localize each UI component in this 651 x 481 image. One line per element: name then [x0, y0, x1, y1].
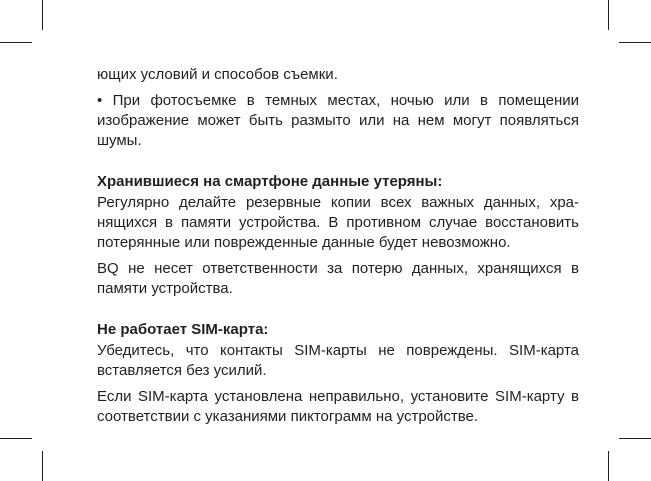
- crop-mark-top-left-vertical: [42, 0, 43, 30]
- crop-mark-top-left-horizontal: [0, 42, 32, 43]
- paragraph-sim-contacts: Убедитесь, что контакты SIM-карты не повреждены. SIM-карта вставляется без усилий.: [97, 342, 579, 379]
- heading-sim-not-working: Не работает SIM-карта:: [97, 321, 269, 338]
- paragraph-continuation: ющих условий и способов съемки.: [97, 66, 338, 83]
- paragraph-sim-insertion: Если SIM-карта установлена неправильно, установите SIM-карту в соответствии с указаниями пиктограмм на устройстве.: [97, 388, 579, 425]
- crop-mark-top-right-horizontal: [619, 42, 651, 43]
- manual-page-content: [97, 65, 579, 427]
- heading-data-lost: Хранившиеся на смартфоне данные утеряны:: [97, 173, 443, 190]
- paragraph-night-photo-note: • При фотосъемке в темных местах, ночью или в помещении изображение может быть размыто или на нем могут появляться шумы.: [97, 92, 579, 149]
- crop-mark-bottom-right-horizontal: [619, 438, 651, 439]
- crop-mark-bottom-right-vertical: [608, 451, 609, 481]
- crop-mark-bottom-left-horizontal: [0, 438, 32, 439]
- paragraph-backup-advice: Регулярно делайте резервные копии всех важных данных, хра-нящихся в памяти устройства. В противном случае восстановить потерянные или поврежденные данные будет невозможно.: [97, 194, 579, 251]
- crop-mark-bottom-left-vertical: [42, 451, 43, 481]
- crop-mark-top-right-vertical: [608, 0, 609, 30]
- paragraph-liability: BQ не несет ответственности за потерю данных, хранящихся в памяти устройства.: [97, 260, 579, 297]
